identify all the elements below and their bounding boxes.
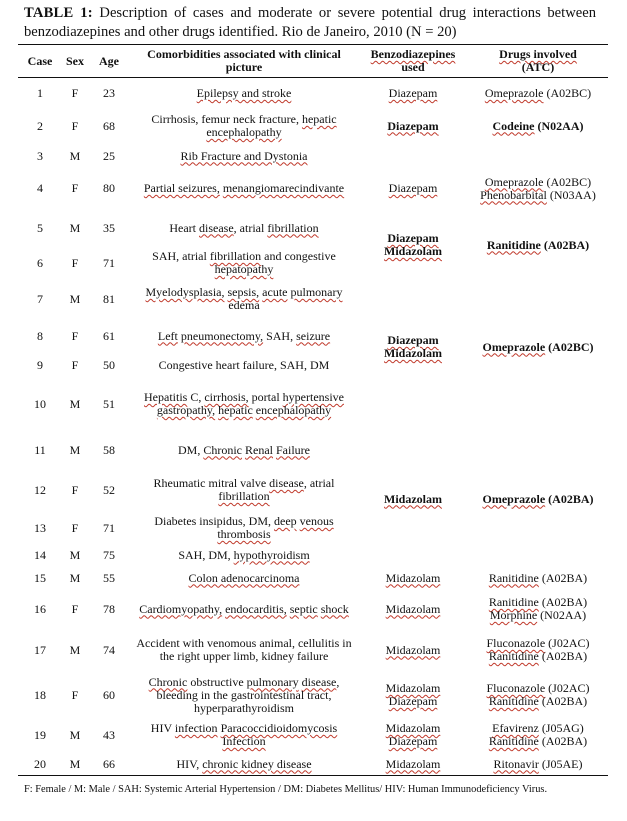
sex-value: M: [69, 570, 81, 585]
sex-value: F: [71, 86, 79, 100]
comorbidities-value: Colon adenocarcinoma: [188, 570, 300, 585]
comorbidities-value: Accident with venomous animal, cellulitis in the right upper limb, kidney failure: [136, 636, 352, 663]
benzodiazepine-value: Diazepam Midazolam: [384, 333, 442, 360]
sex-value: F: [71, 601, 79, 616]
comorbidities-value: SAH, DM, hypothyroidism: [178, 547, 310, 562]
benzodiazepine-value: Midazolam: [385, 570, 441, 585]
comorbidities-value: Rheumatic mitral valve disease, atrial fibrillation: [153, 476, 335, 503]
benzodiazepine-value: Diazepam: [388, 86, 438, 100]
sex-value: M: [69, 148, 81, 163]
caption-text: Description of cases and moderate or severe potential drug interactions between benzodiazepines and other drugs identified. Rio de Janeiro, 2010 (N = 20): [24, 5, 596, 40]
age-value: 25: [103, 148, 115, 163]
sex-value: F: [71, 181, 79, 195]
age-value: 75: [103, 547, 115, 562]
header-age: Age: [99, 53, 119, 68]
drugs-involved-value: Ranitidine (A02BA): [488, 570, 588, 585]
age-value: 58: [103, 442, 115, 457]
drugs-involved-value: Omeprazole (A02BC): [484, 86, 592, 100]
drugs-involved-value: Fluconazole (J02AC) Ranitidine (A02BA): [486, 681, 590, 708]
case-number: 18: [34, 687, 46, 702]
age-value: 68: [103, 118, 115, 133]
drugs-involved-value: Fluconazole (J02AC) Ranitidine (A02BA): [486, 636, 590, 663]
comorbidities-value: Epilepsy and stroke: [196, 86, 292, 100]
footnote: F: Female / M: Male / SAH: Systemic Arterial Hypertension / DM: Diabetes Mellitus/ HIV: Human Immunodeficiency Virus.: [24, 784, 548, 795]
sex-value: F: [71, 687, 79, 702]
age-value: 35: [103, 220, 115, 235]
drugs-involved-value: Ranitidine (A02BA): [486, 237, 590, 252]
drugs-involved-value: Ritonavir (J05AE): [493, 756, 583, 771]
case-number: 5: [37, 220, 43, 235]
case-number: 9: [37, 357, 43, 372]
case-number: 10: [34, 396, 46, 411]
comorbidities-value: Rib Fracture and Dystonia: [180, 148, 308, 163]
case-number: 11: [34, 442, 46, 457]
case-number: 8: [37, 328, 43, 343]
table-caption: [24, 4, 596, 42]
comorbidities-value: Chronic obstructive pulmonary disease, bleeding in the gastrointestinal tract, hyperparathyroidism: [148, 674, 340, 715]
case-number: 17: [34, 642, 46, 657]
header-drugs-involved: Drugs involved (ATC): [499, 47, 577, 74]
sex-value: M: [69, 547, 81, 562]
case-number: 16: [34, 601, 46, 616]
age-value: 66: [103, 756, 115, 771]
drugs-involved-value: Omeprazole (A02BC) Phenobarbital (N03AA): [480, 174, 596, 202]
benzodiazepine-value: Diazepam: [387, 118, 439, 133]
benzodiazepine-value: Midazolam: [384, 491, 442, 506]
sex-value: F: [71, 482, 79, 497]
case-number: 6: [37, 255, 43, 270]
sex-value: F: [71, 357, 79, 372]
comorbidities-value: Cardiomyopathy, endocarditis, septic shock: [139, 601, 349, 616]
comorbidities-value: HIV, chronic kidney disease: [176, 756, 312, 771]
case-number: 1: [37, 86, 43, 100]
sex-value: F: [71, 328, 79, 343]
case-number: 2: [37, 118, 43, 133]
header-benzodiazepines: Benzodiazepines used: [370, 47, 456, 74]
benzodiazepine-value: Midazolam: [385, 601, 441, 616]
case-number: 13: [34, 520, 46, 535]
sex-value: F: [71, 520, 79, 535]
sex-value: M: [69, 220, 81, 235]
header-sex: Sex: [66, 53, 84, 68]
age-value: 61: [103, 328, 115, 343]
header-comorbidities: Comorbidities associated with clinical picture: [147, 47, 341, 74]
comorbidities-value: Myelodysplasia, sepsis, acute pulmonary edema: [145, 285, 343, 312]
sex-value: M: [69, 727, 81, 742]
comorbidities-value: Congestive heart failure, SAH, DM: [158, 357, 330, 372]
benzodiazepine-value: Diazepam: [388, 181, 438, 195]
case-number: 7: [37, 291, 43, 306]
header-bottom-rule: [18, 77, 608, 78]
benzodiazepine-value: Midazolam Diazepam: [385, 681, 441, 708]
comorbidities-value: HIV infection Paracoccidioidomycosis Infection: [150, 721, 338, 748]
age-value: 50: [103, 357, 115, 372]
sex-value: M: [69, 642, 81, 657]
header-case: Case: [27, 53, 53, 68]
sex-value: M: [69, 442, 81, 457]
drugs-involved-value: Ranitidine (A02BA) Morphine (N02AA): [488, 595, 588, 622]
drugs-involved-value: Codeine (N02AA): [492, 118, 584, 133]
comorbidities-value: Diabetes insipidus, DM, deep venous thrombosis: [154, 514, 334, 541]
drugs-involved-value: Efavirenz (J05AG) Ranitidine (A02BA): [488, 721, 588, 748]
comorbidities-value: Partial seizures, menangiomarecindivante: [143, 181, 345, 195]
benzodiazepine-value: Midazolam: [385, 642, 441, 657]
comorbidities-value: SAH, atrial fibrillation and congestive hepatopathy: [152, 249, 336, 276]
comorbidities-value: DM, Chronic Renal Failure: [177, 442, 310, 457]
sex-value: M: [69, 291, 81, 306]
age-value: 81: [103, 291, 115, 306]
benzodiazepine-value: Diazepam Midazolam: [384, 231, 442, 258]
age-value: 71: [103, 520, 115, 535]
case-number: 19: [34, 727, 46, 742]
case-number: 14: [34, 547, 46, 562]
comorbidities-value: Cirrhosis, femur neck fracture, hepatic encephalopathy: [151, 112, 337, 139]
drugs-involved-value: Omeprazole (A02BA): [482, 491, 594, 506]
age-value: 78: [103, 601, 115, 616]
case-number: 4: [37, 181, 43, 195]
age-value: 23: [103, 86, 115, 100]
age-value: 52: [103, 482, 115, 497]
age-value: 43: [103, 727, 115, 742]
case-number: 12: [34, 482, 46, 497]
sex-value: F: [71, 255, 79, 270]
comorbidities-value: Left pneumonectomy, SAH, seizure: [157, 328, 331, 343]
case-number: 3: [37, 148, 43, 163]
sex-value: F: [71, 118, 79, 133]
caption-label: TABLE 1:: [24, 5, 93, 21]
age-value: 71: [103, 255, 115, 270]
case-number: 15: [34, 570, 46, 585]
age-value: 51: [103, 396, 115, 411]
benzodiazepine-value: Midazolam: [385, 756, 441, 771]
benzodiazepine-value: Midazolam Diazepam: [385, 721, 441, 748]
sex-value: M: [69, 396, 81, 411]
comorbidities-value: Hepatitis C, cirrhosis, portal hypertensive gastropathy, hepatic encephalopathy: [144, 390, 344, 417]
age-value: 74: [103, 642, 115, 657]
age-value: 80: [103, 181, 115, 195]
drugs-involved-value: Omeprazole (A02BC): [482, 339, 594, 354]
case-number: 20: [34, 756, 46, 771]
age-value: 55: [103, 570, 115, 585]
age-value: 60: [103, 687, 115, 702]
comorbidities-value: Heart disease, atrial fibrillation: [169, 220, 319, 235]
sex-value: M: [69, 756, 81, 771]
